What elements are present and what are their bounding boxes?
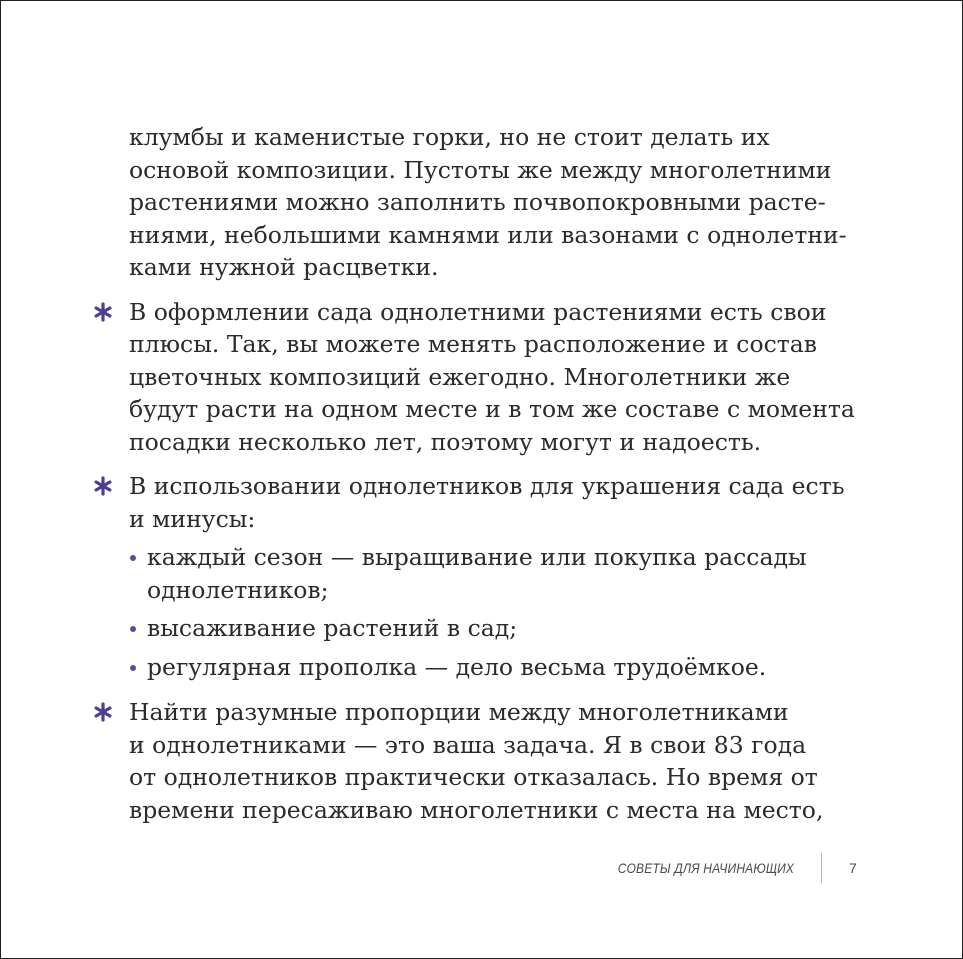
text-line: времени пересаживаю многолетники с места на место, xyxy=(129,795,824,824)
page-footer xyxy=(1,853,962,887)
text-line: и минусы: xyxy=(129,504,256,533)
text-line: клумбы и каменистые горки, но не стоит делать их xyxy=(129,123,770,151)
footer-divider xyxy=(821,853,822,883)
text-line: плюсы. Так, вы можете менять расположение и состав xyxy=(129,330,818,358)
bullet-dot-icon xyxy=(130,665,136,671)
text-line: посадки несколько лет, поэтому могут и надоесть. xyxy=(129,427,762,456)
page-number: 7 xyxy=(849,860,857,876)
text-line: однолетников; xyxy=(147,575,329,604)
text-line: и однолетниками — это ваша задача. Я в свои 83 года xyxy=(129,730,807,759)
text-line: основой композиции. Пустоты же между многолетними xyxy=(129,155,832,184)
minuses-sublist xyxy=(129,541,849,683)
text-line: от однолетников практически отказалась. Но время от xyxy=(129,763,818,791)
asterisk-icon xyxy=(91,696,115,728)
sublist-item xyxy=(129,612,849,645)
text-line: ниями, небольшими камнями или вазонами с однолетни- xyxy=(129,220,847,249)
text-line: каждый сезон — выращивание или покупка рассады xyxy=(147,543,807,571)
text-line: высаживание растений в сад; xyxy=(147,614,518,642)
asterisk-icon xyxy=(91,296,115,328)
text-line: В использовании однолетников для украшения сада есть xyxy=(129,472,845,500)
text-line: В оформлении сада однолетними растениями есть свои xyxy=(129,297,827,326)
sublist-item xyxy=(129,541,849,606)
list-item-minuses xyxy=(129,470,849,683)
sublist-item xyxy=(129,651,849,684)
text-line: будут расти на одном месте и в том же составе с момента xyxy=(129,395,855,423)
bullet-dot-icon xyxy=(130,555,136,561)
list-item-proportions xyxy=(129,696,849,826)
intro-paragraph xyxy=(129,121,849,284)
text-line: Найти разумные пропорции между многолетниками xyxy=(129,698,789,726)
asterisk-icon xyxy=(91,470,115,502)
running-head: СОВЕТЫ ДЛЯ НАЧИНАЮЩИХ xyxy=(617,860,794,876)
list-item-pluses xyxy=(129,296,855,459)
body-text xyxy=(129,121,855,838)
text-line: цветочных композиций ежегодно. Многолетники же xyxy=(129,362,791,391)
text-line: растениями можно заполнить почвопокровными расте- xyxy=(129,188,826,216)
text-line: регулярная прополка — дело весьма трудоёмкое. xyxy=(147,652,767,681)
bullet-dot-icon xyxy=(130,626,136,632)
text-line: ками нужной расцветки. xyxy=(129,253,439,281)
